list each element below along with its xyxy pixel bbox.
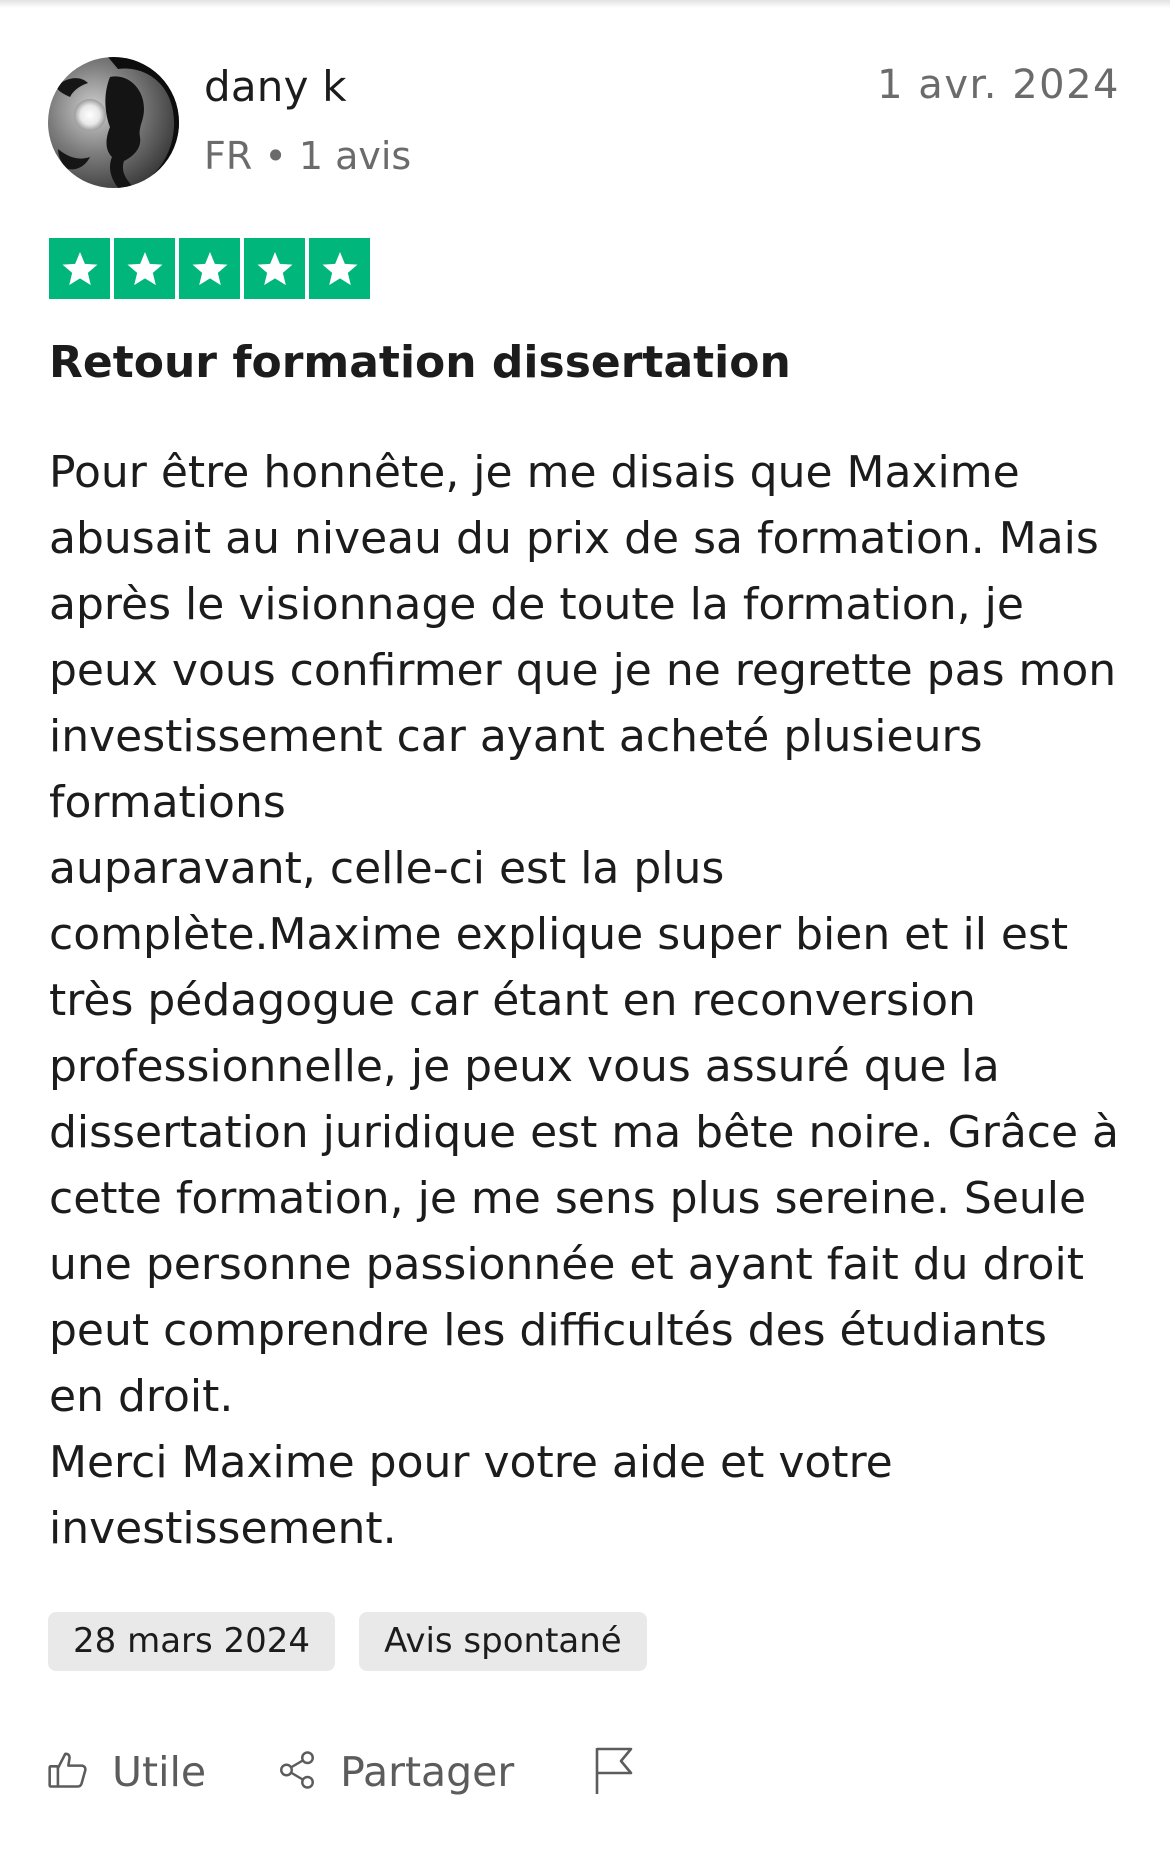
star-rating (49, 238, 370, 299)
report-button[interactable] (592, 1744, 636, 1800)
star-icon (309, 238, 370, 299)
review-type-badge[interactable]: Avis spontané (359, 1612, 647, 1671)
experience-date-badge: 28 mars 2024 (48, 1612, 335, 1671)
review-body-line: Merci Maxime pour votre aide et votre (49, 1437, 893, 1488)
star-icon (244, 238, 305, 299)
reviewer-name[interactable]: dany k (204, 62, 347, 111)
review-body-line: peut comprendre les difficultés des étudiants (49, 1305, 1047, 1356)
review-body-line: peux vous confirmer que je ne regrette pas mon (49, 645, 1117, 696)
review-body-line: Pour être honnête, je me disais que Maxime (49, 447, 1020, 498)
flag-icon (592, 1744, 636, 1800)
review-body-line: dissertation juridique est ma bête noire. Grâce à (49, 1107, 1120, 1158)
review-body (49, 440, 1139, 1562)
top-divider-shadow (0, 0, 1170, 8)
review-body-line: en droit. (49, 1371, 234, 1422)
thumbs-up-icon (46, 1748, 90, 1796)
review-body-line: formations (49, 777, 286, 828)
review-body-line: après le visionnage de toute la formation, je (49, 579, 1024, 630)
review-body-line: une personne passionnée et ayant fait du droit (49, 1239, 1084, 1290)
useful-label: Utile (112, 1748, 207, 1796)
review-tags (48, 1612, 647, 1671)
review-title: Retour formation dissertation (49, 337, 791, 388)
review-body-line: auparavant, celle-ci est la plus (49, 843, 725, 894)
star-icon (179, 238, 240, 299)
star-icon (49, 238, 110, 299)
review-body-line: cette formation, je me sens plus sereine. Seule (49, 1173, 1087, 1224)
useful-button[interactable] (46, 1748, 206, 1796)
avatar[interactable] (48, 57, 179, 188)
reviewer-meta: FR • 1 avis (204, 134, 412, 178)
share-icon (276, 1749, 318, 1795)
review-body-line: abusait au niveau du prix de sa formation. Mais (49, 513, 1099, 564)
review-date: 1 avr. 2024 (877, 62, 1120, 108)
review-actions (46, 1742, 636, 1802)
share-label: Partager (340, 1748, 515, 1796)
review-body-line: professionnelle, je peux vous assuré que la (49, 1041, 1000, 1092)
profile-photo-icon (48, 57, 179, 188)
review-body-line: investissement. (49, 1503, 397, 1554)
share-button[interactable] (276, 1748, 514, 1796)
review-body-line: très pédagogue car étant en reconversion (49, 975, 976, 1026)
star-icon (114, 238, 175, 299)
review-body-line: investissement car ayant acheté plusieurs (49, 711, 983, 762)
review-body-line: complète.Maxime explique super bien et il est (49, 909, 1069, 960)
